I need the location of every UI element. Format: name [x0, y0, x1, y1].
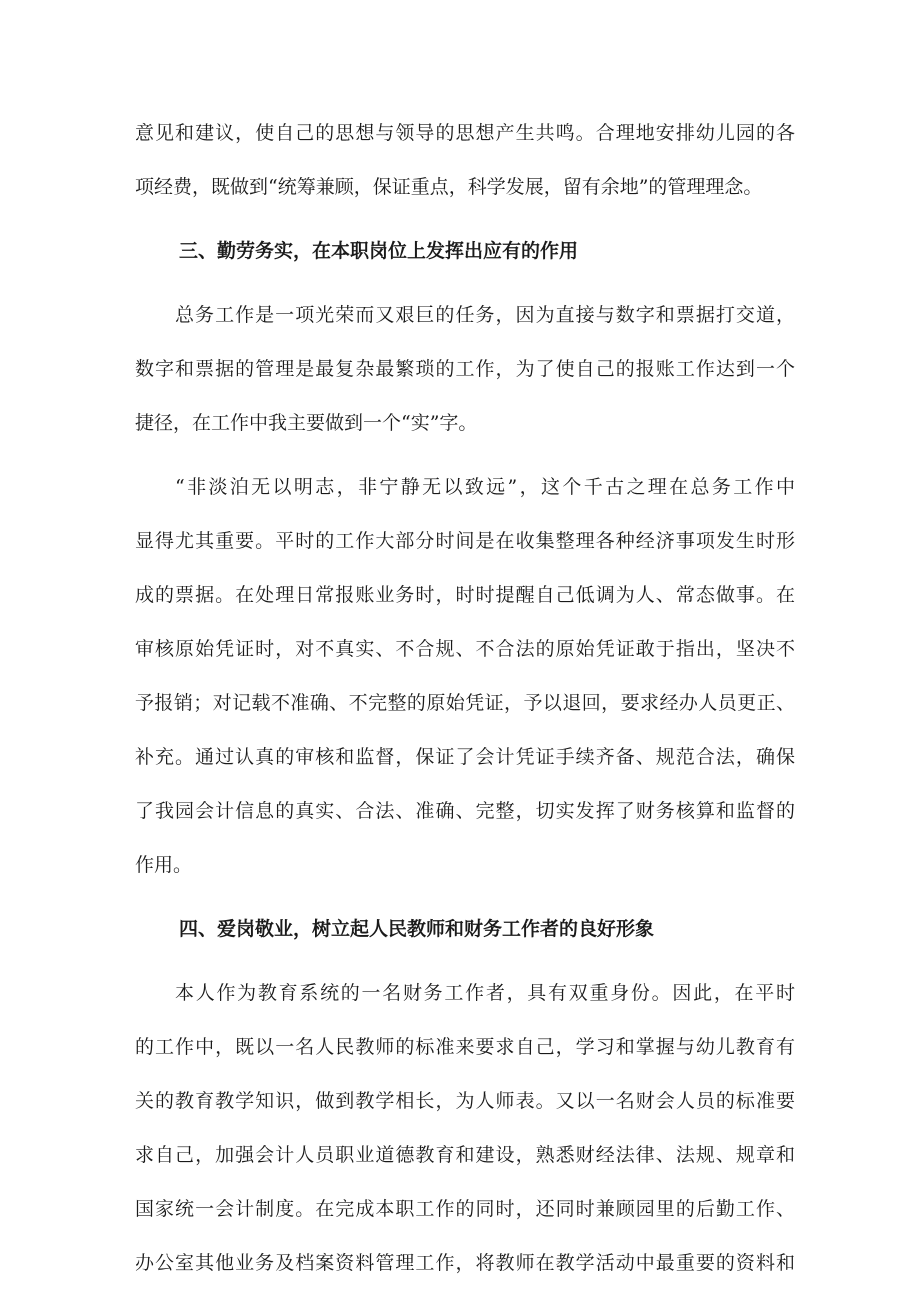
- paragraph-line: 予报销；对记载不准确、不完整的原始凭证，予以退回，要求经办人员更正、: [135, 692, 795, 714]
- paragraph-line: 显得尤其重要。平时的工作大部分时间是在收集整理各种经济事项发生时形: [135, 530, 795, 552]
- paragraph-line: 作用。: [135, 854, 193, 876]
- paragraph: [135, 288, 795, 450]
- paragraph-line: 意见和建议，使自己的思想与领导的思想产生共鸣。合理地安排幼儿园的各: [135, 122, 795, 144]
- paragraph-line: 审核原始凭证时，对不真实、不合规、不合法的原始凭证敢于指出，坚决不: [135, 638, 795, 660]
- document-body: [135, 106, 795, 1290]
- paragraph-line: 成的票据。在处理日常报账业务时，时时提醒自己低调为人、常态做事。在: [135, 584, 795, 606]
- paragraph-line: 了我园会计信息的真实、合法、准确、完整，切实发挥了财务核算和监督的: [135, 800, 795, 822]
- paragraph-line: 求自己，加强会计人员职业道德教育和建设，熟悉财经法律、法规、规章和: [135, 1144, 795, 1166]
- heading-text: 四、爱岗敬业，树立起人民教师和财务工作者的良好形象: [179, 918, 655, 940]
- section-heading: [135, 902, 795, 956]
- paragraph: [135, 106, 795, 214]
- paragraph-line: 本人作为教育系统的一名财务工作者，具有双重身份。因此，在平时: [175, 982, 795, 1004]
- paragraph-line: 总务工作是一项光荣而又艰巨的任务，因为直接与数字和票据打交道，: [175, 304, 795, 326]
- paragraph-line: 捷径，在工作中我主要做到一个“实”字。: [135, 412, 478, 434]
- paragraph-line: 关的教育教学知识，做到教学相长，为人师表。又以一名财会人员的标准要: [135, 1090, 795, 1112]
- paragraph: [135, 966, 795, 1290]
- paragraph-line: 补充。通过认真的审核和监督，保证了会计凭证手续齐备、规范合法，确保: [135, 746, 795, 768]
- paragraph-line: 项经费，既做到“统筹兼顾，保证重点，科学发展，留有余地”的管理理念。: [135, 176, 763, 198]
- paragraph-line: 数字和票据的管理是最复杂最繁琐的工作，为了使自己的报账工作达到一个: [135, 358, 795, 380]
- paragraph-line: “非淡泊无以明志，非宁静无以致远”，这个千古之理在总务工作中: [175, 476, 795, 498]
- heading-text: 三、勤劳务实，在本职岗位上发挥出应有的作用: [179, 240, 579, 262]
- section-heading: [135, 224, 795, 278]
- paragraph-line: 国家统一会计制度。在完成本职工作的同时，还同时兼顾园里的后勤工作、: [135, 1198, 795, 1220]
- paragraph-line: 的工作中，既以一名人民教师的标准来要求自己，学习和掌握与幼儿教育有: [135, 1036, 795, 1058]
- paragraph: [135, 460, 795, 892]
- paragraph-line: 办公室其他业务及档案资料管理工作，将教师在教学活动中最重要的资料和: [135, 1252, 795, 1274]
